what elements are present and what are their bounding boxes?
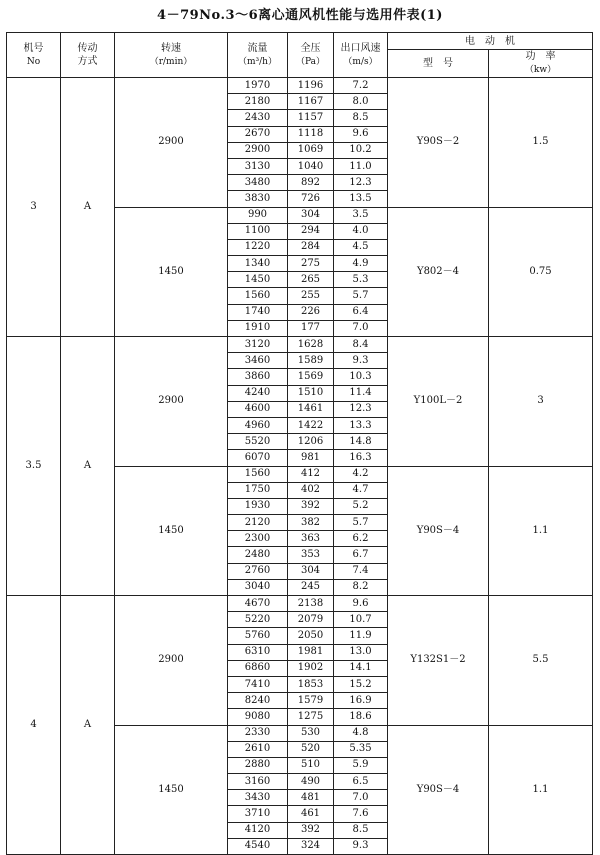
flow-cell: 2670	[228, 126, 288, 142]
pressure-cell: 294	[288, 223, 334, 239]
pressure-cell: 1275	[288, 709, 334, 725]
velocity-cell: 8.0	[334, 94, 388, 110]
velocity-cell: 13.0	[334, 644, 388, 660]
velocity-cell: 4.8	[334, 725, 388, 741]
pressure-cell: 265	[288, 272, 334, 288]
speed-cell: 2900	[115, 337, 228, 467]
velocity-cell: 5.9	[334, 757, 388, 773]
pressure-cell: 530	[288, 725, 334, 741]
flow-cell: 4600	[228, 401, 288, 417]
velocity-cell: 16.3	[334, 450, 388, 466]
pressure-cell: 1069	[288, 142, 334, 158]
pressure-cell: 304	[288, 563, 334, 579]
flow-cell: 1740	[228, 304, 288, 320]
pressure-cell: 255	[288, 288, 334, 304]
pressure-cell: 1461	[288, 401, 334, 417]
header-motor-power: 功 率 （kw）	[489, 50, 593, 78]
flow-cell: 1910	[228, 320, 288, 336]
table-body	[7, 78, 593, 855]
flow-cell: 3120	[228, 337, 288, 353]
velocity-cell: 11.9	[334, 628, 388, 644]
pressure-cell: 1510	[288, 385, 334, 401]
flow-cell: 3460	[228, 353, 288, 369]
velocity-cell: 3.5	[334, 207, 388, 223]
velocity-cell: 7.6	[334, 806, 388, 822]
motor-model-cell: Y90S－4	[388, 466, 489, 596]
flow-cell: 1970	[228, 78, 288, 94]
pressure-cell: 392	[288, 498, 334, 514]
flow-cell: 1220	[228, 239, 288, 255]
motor-power-cell: 1.1	[489, 466, 593, 596]
machine-no-cell: 4	[7, 596, 61, 855]
table-row	[7, 596, 593, 612]
flow-cell: 2880	[228, 757, 288, 773]
velocity-cell: 10.3	[334, 369, 388, 385]
velocity-cell: 9.3	[334, 838, 388, 854]
flow-cell: 1560	[228, 288, 288, 304]
pressure-cell: 520	[288, 741, 334, 757]
table-header	[7, 33, 593, 78]
flow-cell: 3710	[228, 806, 288, 822]
motor-model-cell: Y132S1－2	[388, 596, 489, 726]
pressure-cell: 1569	[288, 369, 334, 385]
velocity-cell: 11.4	[334, 385, 388, 401]
pressure-cell: 1196	[288, 78, 334, 94]
flow-cell: 2610	[228, 741, 288, 757]
pressure-cell: 392	[288, 822, 334, 838]
pressure-cell: 402	[288, 482, 334, 498]
flow-cell: 5220	[228, 612, 288, 628]
flow-cell: 1340	[228, 256, 288, 272]
velocity-cell: 7.4	[334, 563, 388, 579]
header-motor: 电 动 机	[388, 33, 593, 50]
flow-cell: 5760	[228, 628, 288, 644]
flow-cell: 2120	[228, 515, 288, 531]
flow-cell: 4540	[228, 838, 288, 854]
drive-mode-cell: A	[61, 337, 115, 596]
velocity-cell: 13.5	[334, 191, 388, 207]
pressure-cell: 892	[288, 175, 334, 191]
pressure-cell: 481	[288, 790, 334, 806]
speed-cell: 1450	[115, 466, 228, 596]
flow-cell: 3160	[228, 774, 288, 790]
speed-cell: 2900	[115, 596, 228, 726]
velocity-cell: 6.5	[334, 774, 388, 790]
header-motor-model: 型 号	[388, 50, 489, 78]
drive-mode-cell: A	[61, 78, 115, 337]
velocity-cell: 10.2	[334, 142, 388, 158]
velocity-cell: 18.6	[334, 709, 388, 725]
velocity-cell: 4.2	[334, 466, 388, 482]
velocity-cell: 8.5	[334, 822, 388, 838]
header-model-no: 机号 No	[7, 33, 61, 78]
velocity-cell: 4.7	[334, 482, 388, 498]
flow-cell: 3860	[228, 369, 288, 385]
flow-cell: 2760	[228, 563, 288, 579]
pressure-cell: 1157	[288, 110, 334, 126]
velocity-cell: 7.0	[334, 320, 388, 336]
motor-power-cell: 0.75	[489, 207, 593, 337]
pressure-cell: 1579	[288, 693, 334, 709]
fan-performance-table	[6, 32, 593, 855]
velocity-cell: 13.3	[334, 417, 388, 433]
drive-mode-cell: A	[61, 596, 115, 855]
pressure-cell: 275	[288, 256, 334, 272]
velocity-cell: 4.5	[334, 239, 388, 255]
velocity-cell: 9.3	[334, 353, 388, 369]
flow-cell: 4240	[228, 385, 288, 401]
velocity-cell: 9.6	[334, 596, 388, 612]
velocity-cell: 9.6	[334, 126, 388, 142]
flow-cell: 2480	[228, 547, 288, 563]
velocity-cell: 6.7	[334, 547, 388, 563]
velocity-cell: 7.0	[334, 790, 388, 806]
speed-cell: 2900	[115, 78, 228, 208]
header-drive-mode: 传动 方式	[61, 33, 115, 78]
motor-power-cell: 3	[489, 337, 593, 467]
pressure-cell: 363	[288, 531, 334, 547]
flow-cell: 3430	[228, 790, 288, 806]
velocity-cell: 16.9	[334, 693, 388, 709]
velocity-cell: 15.2	[334, 676, 388, 692]
pressure-cell: 1040	[288, 158, 334, 174]
velocity-cell: 12.3	[334, 175, 388, 191]
pressure-cell: 412	[288, 466, 334, 482]
pressure-cell: 981	[288, 450, 334, 466]
velocity-cell: 8.2	[334, 579, 388, 595]
velocity-cell: 7.2	[334, 78, 388, 94]
pressure-cell: 245	[288, 579, 334, 595]
velocity-cell: 4.0	[334, 223, 388, 239]
flow-cell: 1100	[228, 223, 288, 239]
pressure-cell: 1902	[288, 660, 334, 676]
velocity-cell: 4.9	[334, 256, 388, 272]
velocity-cell: 5.7	[334, 515, 388, 531]
flow-cell: 4960	[228, 417, 288, 433]
pressure-cell: 226	[288, 304, 334, 320]
flow-cell: 1750	[228, 482, 288, 498]
pressure-cell: 2079	[288, 612, 334, 628]
flow-cell: 2330	[228, 725, 288, 741]
pressure-cell: 461	[288, 806, 334, 822]
header-flow: 流量 （m³/h）	[228, 33, 288, 78]
pressure-cell: 1981	[288, 644, 334, 660]
flow-cell: 2900	[228, 142, 288, 158]
motor-power-cell: 5.5	[489, 596, 593, 726]
table-row	[7, 78, 593, 94]
velocity-cell: 10.7	[334, 612, 388, 628]
pressure-cell: 1422	[288, 417, 334, 433]
pressure-cell: 177	[288, 320, 334, 336]
page-title: 4－79No.3～6离心通风机性能与选用件表(1)	[157, 8, 443, 23]
flow-cell: 6860	[228, 660, 288, 676]
header-speed: 转速 （r/min）	[115, 33, 228, 78]
pressure-cell: 353	[288, 547, 334, 563]
flow-cell: 990	[228, 207, 288, 223]
velocity-cell: 8.5	[334, 110, 388, 126]
machine-no-cell: 3.5	[7, 337, 61, 596]
velocity-cell: 14.1	[334, 660, 388, 676]
flow-cell: 3130	[228, 158, 288, 174]
speed-cell: 1450	[115, 207, 228, 337]
velocity-cell: 5.3	[334, 272, 388, 288]
pressure-cell: 490	[288, 774, 334, 790]
flow-cell: 8240	[228, 693, 288, 709]
pressure-cell: 2050	[288, 628, 334, 644]
velocity-cell: 5.7	[334, 288, 388, 304]
speed-cell: 1450	[115, 725, 228, 855]
pressure-cell: 1206	[288, 434, 334, 450]
flow-cell: 3040	[228, 579, 288, 595]
flow-cell: 1930	[228, 498, 288, 514]
velocity-cell: 5.2	[334, 498, 388, 514]
pressure-cell: 304	[288, 207, 334, 223]
velocity-cell: 14.8	[334, 434, 388, 450]
flow-cell: 2300	[228, 531, 288, 547]
pressure-cell: 1628	[288, 337, 334, 353]
motor-model-cell: Y100L－2	[388, 337, 489, 467]
flow-cell: 6310	[228, 644, 288, 660]
flow-cell: 5520	[228, 434, 288, 450]
pressure-cell: 1167	[288, 94, 334, 110]
flow-cell: 9080	[228, 709, 288, 725]
header-pressure: 全压 （Pa）	[288, 33, 334, 78]
motor-model-cell: Y90S－4	[388, 725, 489, 855]
velocity-cell: 12.3	[334, 401, 388, 417]
velocity-cell: 6.2	[334, 531, 388, 547]
pressure-cell: 726	[288, 191, 334, 207]
table-row	[7, 337, 593, 353]
velocity-cell: 8.4	[334, 337, 388, 353]
flow-cell: 3480	[228, 175, 288, 191]
motor-model-cell: Y90S－2	[388, 78, 489, 208]
machine-no-cell: 3	[7, 78, 61, 337]
velocity-cell: 5.35	[334, 741, 388, 757]
flow-cell: 6070	[228, 450, 288, 466]
pressure-cell: 1853	[288, 676, 334, 692]
pressure-cell: 284	[288, 239, 334, 255]
motor-power-cell: 1.5	[489, 78, 593, 208]
header-outlet-velocity: 出口风速 （m/s）	[334, 33, 388, 78]
pressure-cell: 1118	[288, 126, 334, 142]
flow-cell: 3830	[228, 191, 288, 207]
motor-model-cell: Y802－4	[388, 207, 489, 337]
velocity-cell: 6.4	[334, 304, 388, 320]
flow-cell: 2430	[228, 110, 288, 126]
flow-cell: 2180	[228, 94, 288, 110]
flow-cell: 7410	[228, 676, 288, 692]
velocity-cell: 11.0	[334, 158, 388, 174]
flow-cell: 4120	[228, 822, 288, 838]
flow-cell: 1560	[228, 466, 288, 482]
flow-cell: 4670	[228, 596, 288, 612]
motor-power-cell: 1.1	[489, 725, 593, 855]
pressure-cell: 1589	[288, 353, 334, 369]
pressure-cell: 2138	[288, 596, 334, 612]
pressure-cell: 324	[288, 838, 334, 854]
flow-cell: 1450	[228, 272, 288, 288]
pressure-cell: 510	[288, 757, 334, 773]
pressure-cell: 382	[288, 515, 334, 531]
